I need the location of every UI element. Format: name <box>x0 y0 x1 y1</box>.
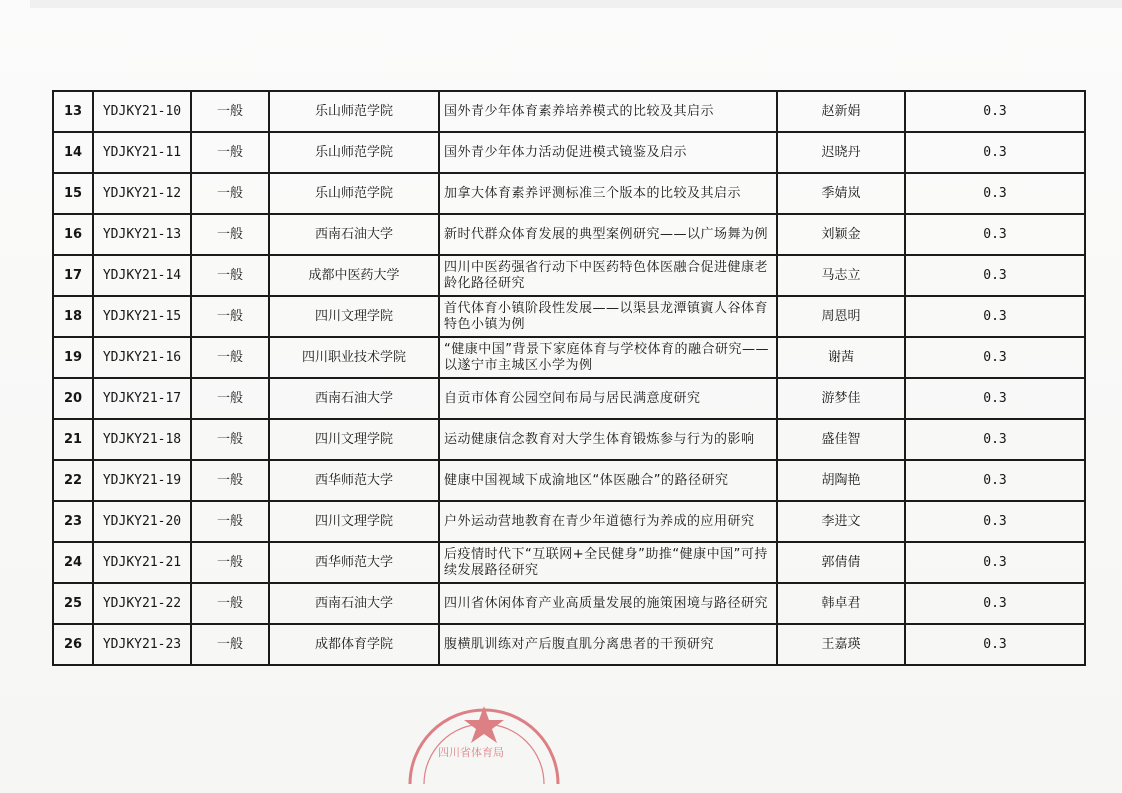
project-category: 一般 <box>191 378 269 419</box>
institution-name: 四川文理学院 <box>269 419 439 460</box>
project-code: YDJKY21-16 <box>93 337 191 378</box>
project-title: 新时代群众体育发展的典型案例研究——以广场舞为例 <box>439 214 777 255</box>
project-title: 户外运动营地教育在青少年道德行为养成的应用研究 <box>439 501 777 542</box>
row-number: 17 <box>53 255 93 296</box>
project-title: “健康中国”背景下家庭体育与学校体育的融合研究——以遂宁市主城区小学为例 <box>439 337 777 378</box>
project-category: 一般 <box>191 337 269 378</box>
institution-name: 四川文理学院 <box>269 296 439 337</box>
funding-amount: 0.3 <box>905 583 1085 624</box>
row-number: 24 <box>53 542 93 583</box>
table-row <box>53 583 1085 624</box>
table-row <box>53 419 1085 460</box>
project-code: YDJKY21-10 <box>93 91 191 132</box>
institution-name: 乐山师范学院 <box>269 91 439 132</box>
institution-name: 西南石油大学 <box>269 583 439 624</box>
institution-name: 西南石油大学 <box>269 214 439 255</box>
table-row <box>53 460 1085 501</box>
table-row <box>53 255 1085 296</box>
official-seal <box>404 676 564 786</box>
project-category: 一般 <box>191 214 269 255</box>
project-title: 国外青少年体育素养培养模式的比较及其启示 <box>439 91 777 132</box>
project-code: YDJKY21-12 <box>93 173 191 214</box>
institution-name: 西南石油大学 <box>269 378 439 419</box>
project-leader: 盛佳智 <box>777 419 905 460</box>
institution-name: 西华师范大学 <box>269 542 439 583</box>
project-code: YDJKY21-17 <box>93 378 191 419</box>
project-code: YDJKY21-15 <box>93 296 191 337</box>
svg-text:四川省体育局: 四川省体育局 <box>438 746 504 759</box>
project-leader: 迟晓丹 <box>777 132 905 173</box>
institution-name: 四川文理学院 <box>269 501 439 542</box>
project-category: 一般 <box>191 624 269 665</box>
table-row <box>53 296 1085 337</box>
project-leader: 韩卓君 <box>777 583 905 624</box>
funding-amount: 0.3 <box>905 501 1085 542</box>
project-title: 首代体育小镇阶段性发展——以渠县龙潭镇賨人谷体育特色小镇为例 <box>439 296 777 337</box>
project-leader: 李进文 <box>777 501 905 542</box>
project-leader: 刘颖金 <box>777 214 905 255</box>
project-leader: 赵新娟 <box>777 91 905 132</box>
row-number: 14 <box>53 132 93 173</box>
project-leader: 郭倩倩 <box>777 542 905 583</box>
funding-amount: 0.3 <box>905 378 1085 419</box>
funding-amount: 0.3 <box>905 296 1085 337</box>
project-category: 一般 <box>191 173 269 214</box>
project-code: YDJKY21-22 <box>93 583 191 624</box>
project-category: 一般 <box>191 255 269 296</box>
row-number: 25 <box>53 583 93 624</box>
funding-amount: 0.3 <box>905 132 1085 173</box>
table-row <box>53 378 1085 419</box>
project-category: 一般 <box>191 132 269 173</box>
project-code: YDJKY21-11 <box>93 132 191 173</box>
row-number: 19 <box>53 337 93 378</box>
row-number: 18 <box>53 296 93 337</box>
table-row <box>53 132 1085 173</box>
project-leader: 谢茜 <box>777 337 905 378</box>
table-row <box>53 624 1085 665</box>
funding-amount: 0.3 <box>905 255 1085 296</box>
project-code: YDJKY21-20 <box>93 501 191 542</box>
project-category: 一般 <box>191 419 269 460</box>
project-leader: 胡陶艳 <box>777 460 905 501</box>
institution-name: 乐山师范学院 <box>269 173 439 214</box>
institution-name: 四川职业技术学院 <box>269 337 439 378</box>
funding-amount: 0.3 <box>905 419 1085 460</box>
project-category: 一般 <box>191 501 269 542</box>
project-title: 后疫情时代下“互联网+全民健身”助推“健康中国”可持续发展路径研究 <box>439 542 777 583</box>
project-code: YDJKY21-21 <box>93 542 191 583</box>
project-leader: 马志立 <box>777 255 905 296</box>
project-category: 一般 <box>191 91 269 132</box>
funding-amount: 0.3 <box>905 173 1085 214</box>
funding-amount: 0.3 <box>905 214 1085 255</box>
table-row <box>53 542 1085 583</box>
row-number: 16 <box>53 214 93 255</box>
institution-name: 乐山师范学院 <box>269 132 439 173</box>
project-category: 一般 <box>191 542 269 583</box>
table-row <box>53 337 1085 378</box>
project-category: 一般 <box>191 460 269 501</box>
project-title: 腹横肌训练对产后腹直肌分离患者的干预研究 <box>439 624 777 665</box>
project-code: YDJKY21-19 <box>93 460 191 501</box>
project-leader: 季婧岚 <box>777 173 905 214</box>
row-number: 21 <box>53 419 93 460</box>
row-number: 13 <box>53 91 93 132</box>
project-title: 运动健康信念教育对大学生体育锻炼参与行为的影响 <box>439 419 777 460</box>
project-leader: 游梦佳 <box>777 378 905 419</box>
scan-edge <box>30 0 1122 8</box>
funding-amount: 0.3 <box>905 460 1085 501</box>
project-leader: 周恩明 <box>777 296 905 337</box>
project-code: YDJKY21-23 <box>93 624 191 665</box>
project-table <box>52 90 1086 666</box>
row-number: 22 <box>53 460 93 501</box>
row-number: 20 <box>53 378 93 419</box>
table-row <box>53 214 1085 255</box>
institution-name: 西华师范大学 <box>269 460 439 501</box>
project-category: 一般 <box>191 583 269 624</box>
row-number: 23 <box>53 501 93 542</box>
row-number: 26 <box>53 624 93 665</box>
table-body <box>53 91 1085 665</box>
project-title: 国外青少年体力活动促进模式镜鉴及启示 <box>439 132 777 173</box>
project-title: 健康中国视域下成渝地区“体医融合”的路径研究 <box>439 460 777 501</box>
table-row <box>53 91 1085 132</box>
project-code: YDJKY21-18 <box>93 419 191 460</box>
institution-name: 成都中医药大学 <box>269 255 439 296</box>
project-category: 一般 <box>191 296 269 337</box>
funding-amount: 0.3 <box>905 91 1085 132</box>
project-code: YDJKY21-14 <box>93 255 191 296</box>
project-title: 加拿大体育素养评测标准三个版本的比较及其启示 <box>439 173 777 214</box>
institution-name: 成都体育学院 <box>269 624 439 665</box>
funding-amount: 0.3 <box>905 542 1085 583</box>
row-number: 15 <box>53 173 93 214</box>
table-row <box>53 173 1085 214</box>
table-row <box>53 501 1085 542</box>
project-title: 四川省休闲体育产业高质量发展的施策困境与路径研究 <box>439 583 777 624</box>
project-title: 四川中医药强省行动下中医药特色体医融合促进健康老龄化路径研究 <box>439 255 777 296</box>
project-leader: 王嘉瑛 <box>777 624 905 665</box>
funding-amount: 0.3 <box>905 337 1085 378</box>
project-code: YDJKY21-13 <box>93 214 191 255</box>
project-title: 自贡市体育公园空间布局与居民满意度研究 <box>439 378 777 419</box>
funding-amount: 0.3 <box>905 624 1085 665</box>
